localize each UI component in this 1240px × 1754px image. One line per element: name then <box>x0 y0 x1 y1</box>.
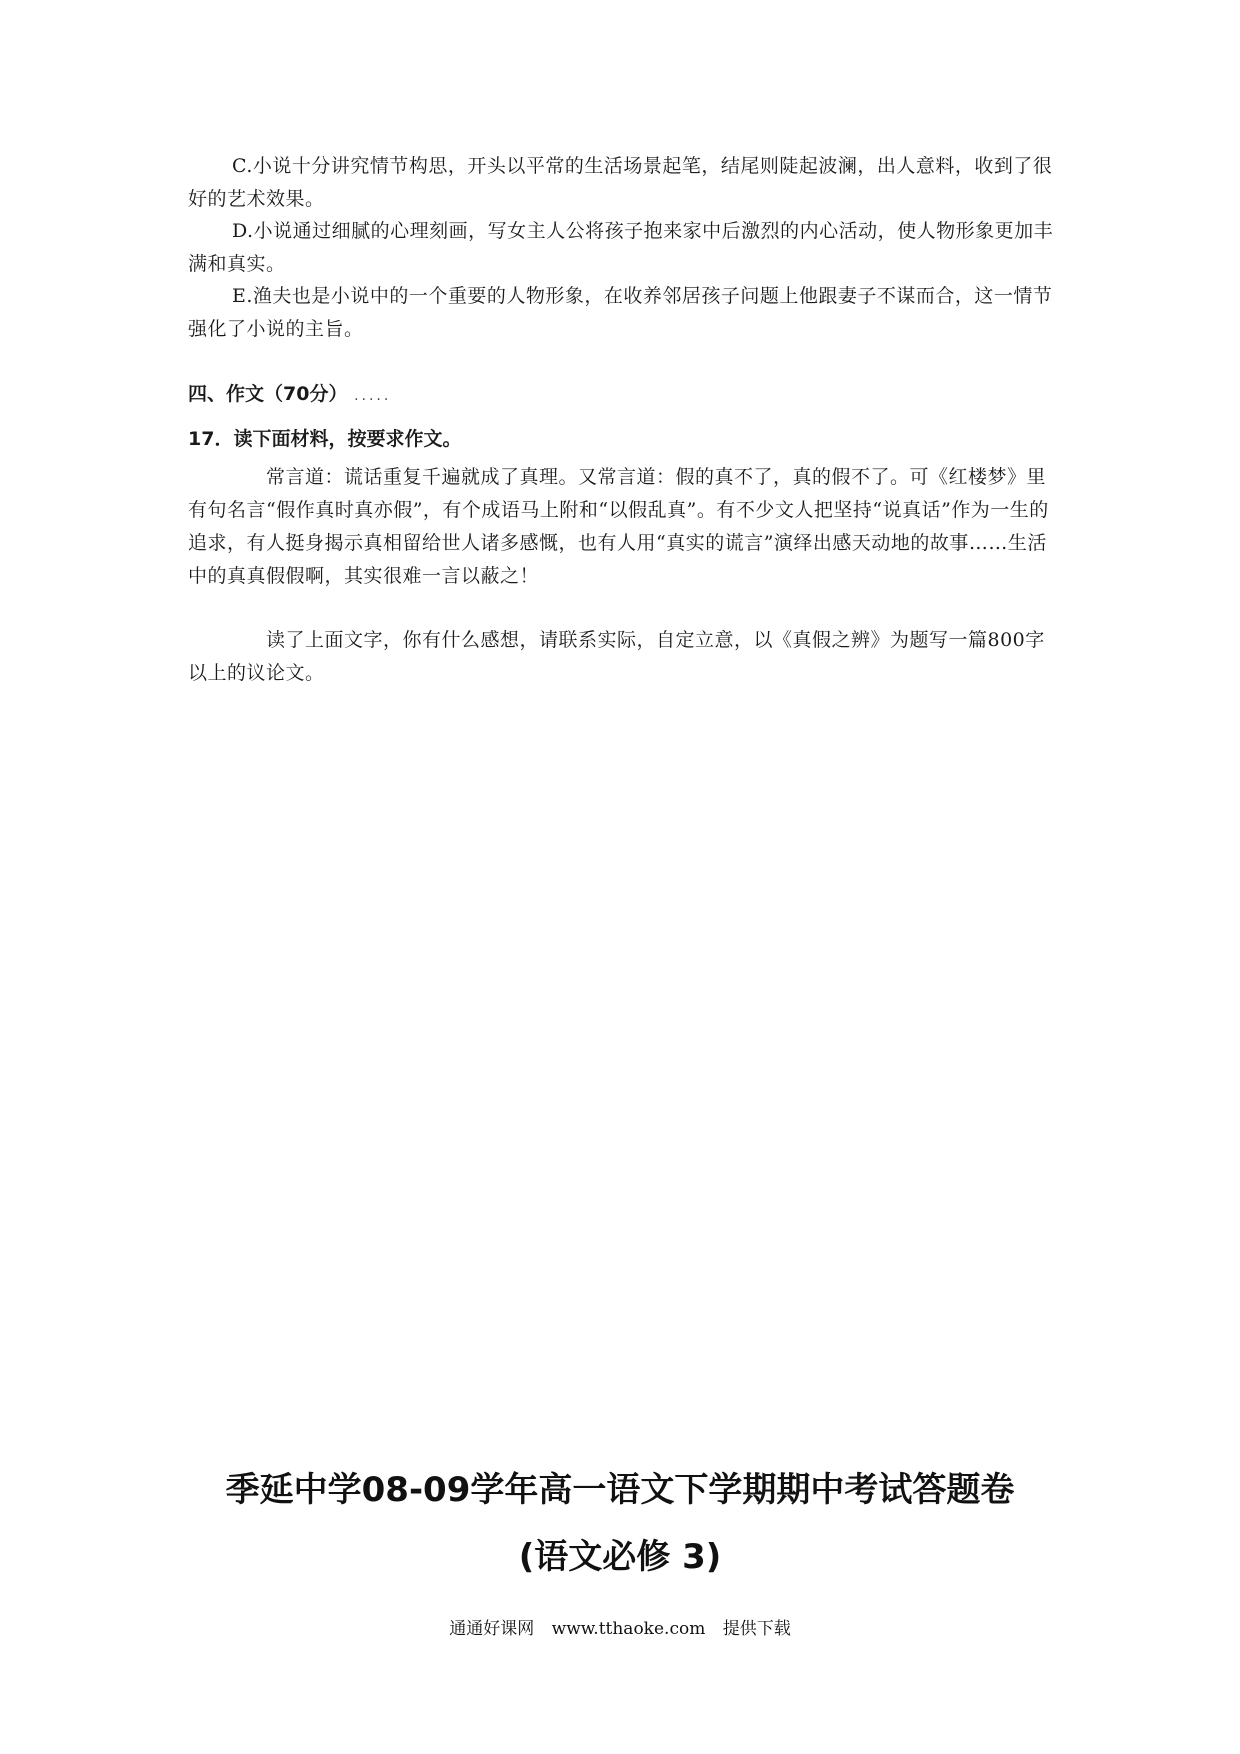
footer-url[interactable]: www.tthaoke.com <box>551 1619 706 1639</box>
question-17-material: 常言道：谎话重复千遍就成了真理。又常言道：假的真不了，真的假不了。可《红楼梦》里有句名言“假作真时真亦假”，有个成语马上附和“以假乱真”。有不少文人把坚持“说真话”作为一生的追求，有人挺身揭示真相留给世人诸多感慨，也有人用“真实的谎言”演绎出感天动地的故事……生活中的真真假假啊，其实很难一言以蔽之！ <box>188 466 1049 587</box>
section-four-title: 四、作文（70分） <box>188 383 348 405</box>
footer <box>0 1617 1240 1641</box>
footer-site-name: 通通好课网 <box>449 1619 535 1639</box>
question-17-prompt: 17．读下面材料，按要求作文。 <box>188 428 462 450</box>
footer-note: 提供下载 <box>722 1619 791 1639</box>
section-four-heading <box>188 378 391 413</box>
option-e: E.渔夫也是小说中的一个重要的人物形象，在收养邻居孩子问题上他跟妻子不谋而合，这一情节强化了小说的主旨。 <box>188 285 1053 340</box>
option-c: C.小说十分讲究情节构思，开头以平常的生活场景起笔，结尾则陡起波澜，出人意料，收到了很好的艺术效果。 <box>188 155 1053 210</box>
answer-sheet-title: 季延中学08-09学年高一语文下学期期中考试答题卷 <box>225 1470 1015 1510</box>
section-four-dots: ..... <box>354 388 392 404</box>
question-17-requirement: 读了上面文字，你有什么感想，请联系实际，自定立意，以《真假之辨》为题写一篇800字以上的议论文。 <box>188 629 1045 684</box>
answer-sheet-subtitle: (语文必修 3) <box>518 1537 722 1577</box>
option-d: D.小说通过细腻的心理刻画，写女主人公将孩子抱来家中后激烈的内心活动，使人物形象更加丰满和真实。 <box>188 220 1054 275</box>
